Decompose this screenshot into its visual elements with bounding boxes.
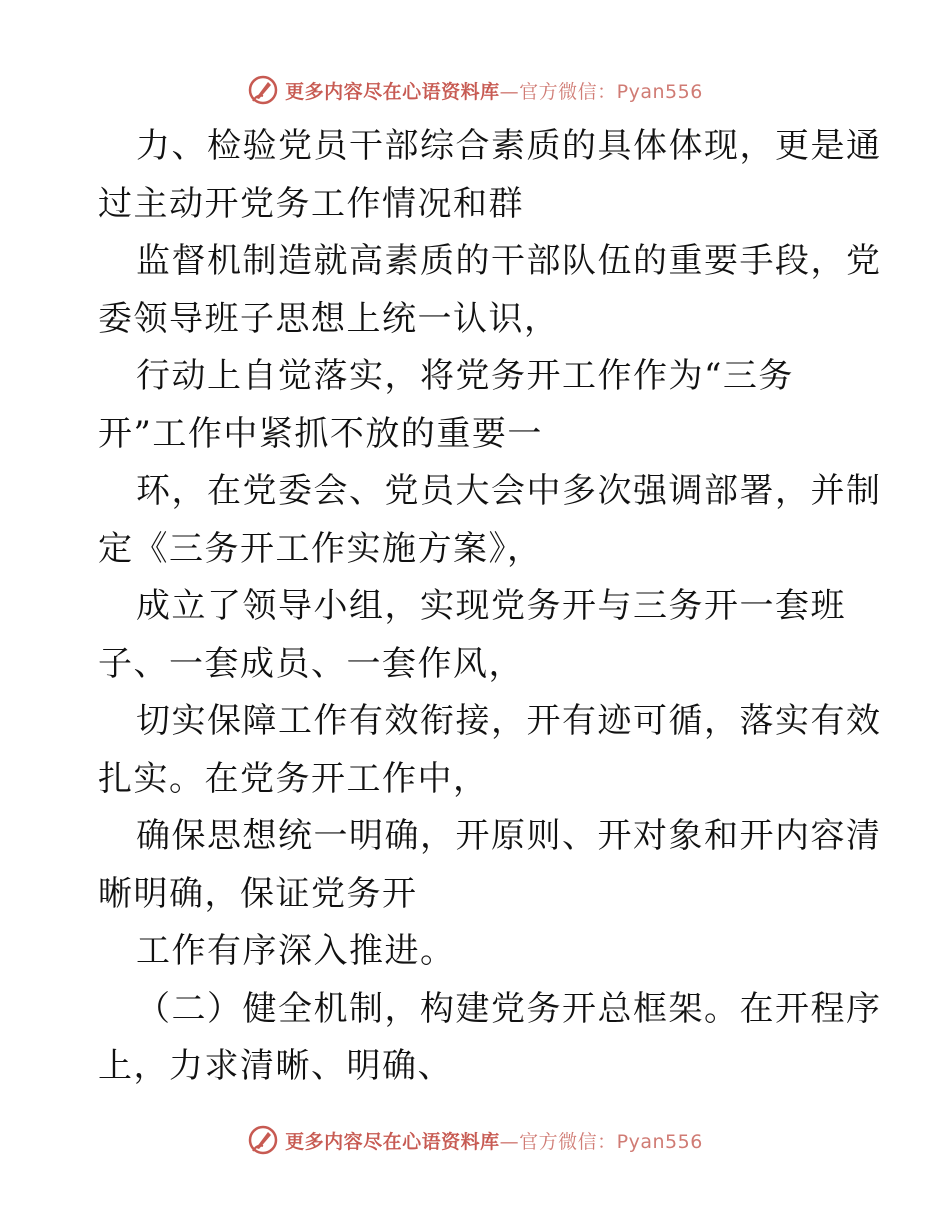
watermark-text	[285, 1127, 703, 1154]
body-line: 委领导班子思想上统一认识，	[98, 298, 560, 339]
watermark-brand: 更多内容尽在心语资料库	[285, 80, 500, 103]
body-line: 监督机制造就高素质的干部队伍的重要手段，党	[136, 241, 882, 281]
body-line: 力、检验党员干部综合素质的具体体现，更是通	[136, 126, 882, 166]
body-line: 开”工作中紧抓不放的重要一	[98, 413, 543, 454]
document-body	[98, 118, 882, 1096]
header-watermark	[0, 70, 950, 110]
quill-logo-icon	[247, 1124, 279, 1156]
body-line: 切实保障工作有效衔接，开有迹可循，落实有效	[136, 701, 882, 741]
watermark-text	[285, 77, 703, 104]
watermark-contact: —官方微信：Pyan556	[499, 1130, 703, 1153]
watermark-brand: 更多内容尽在心语资料库	[285, 1130, 500, 1153]
body-line: 定《三务开工作实施方案》，	[98, 528, 543, 569]
body-line: 过主动开党务工作情况和群	[98, 183, 524, 224]
body-line: 环，在党委会、党员大会中多次强调部署，并制	[136, 471, 882, 511]
watermark-contact: —官方微信：Pyan556	[499, 80, 703, 103]
body-line: 工作有序深入推进。	[136, 931, 456, 971]
body-line: 晰明确，保证党务开	[98, 873, 418, 914]
body-line: 子、一套成员、一套作风，	[98, 643, 524, 684]
footer-watermark	[0, 1120, 950, 1160]
quill-logo-icon	[247, 74, 279, 106]
body-line: 成立了领导小组，实现党务开与三务开一套班	[136, 586, 846, 626]
body-line: 上，力求清晰、明确、	[98, 1046, 453, 1086]
body-line: 确保思想统一明确，开原则、开对象和开内容清	[136, 816, 882, 856]
body-line: 扎实。在党务开工作中，	[98, 758, 489, 799]
body-line: （二）健全机制，构建党务开总框架。在开程序	[136, 988, 882, 1029]
body-line: 行动上自觉落实，将党务开工作作为“三务	[136, 356, 794, 396]
